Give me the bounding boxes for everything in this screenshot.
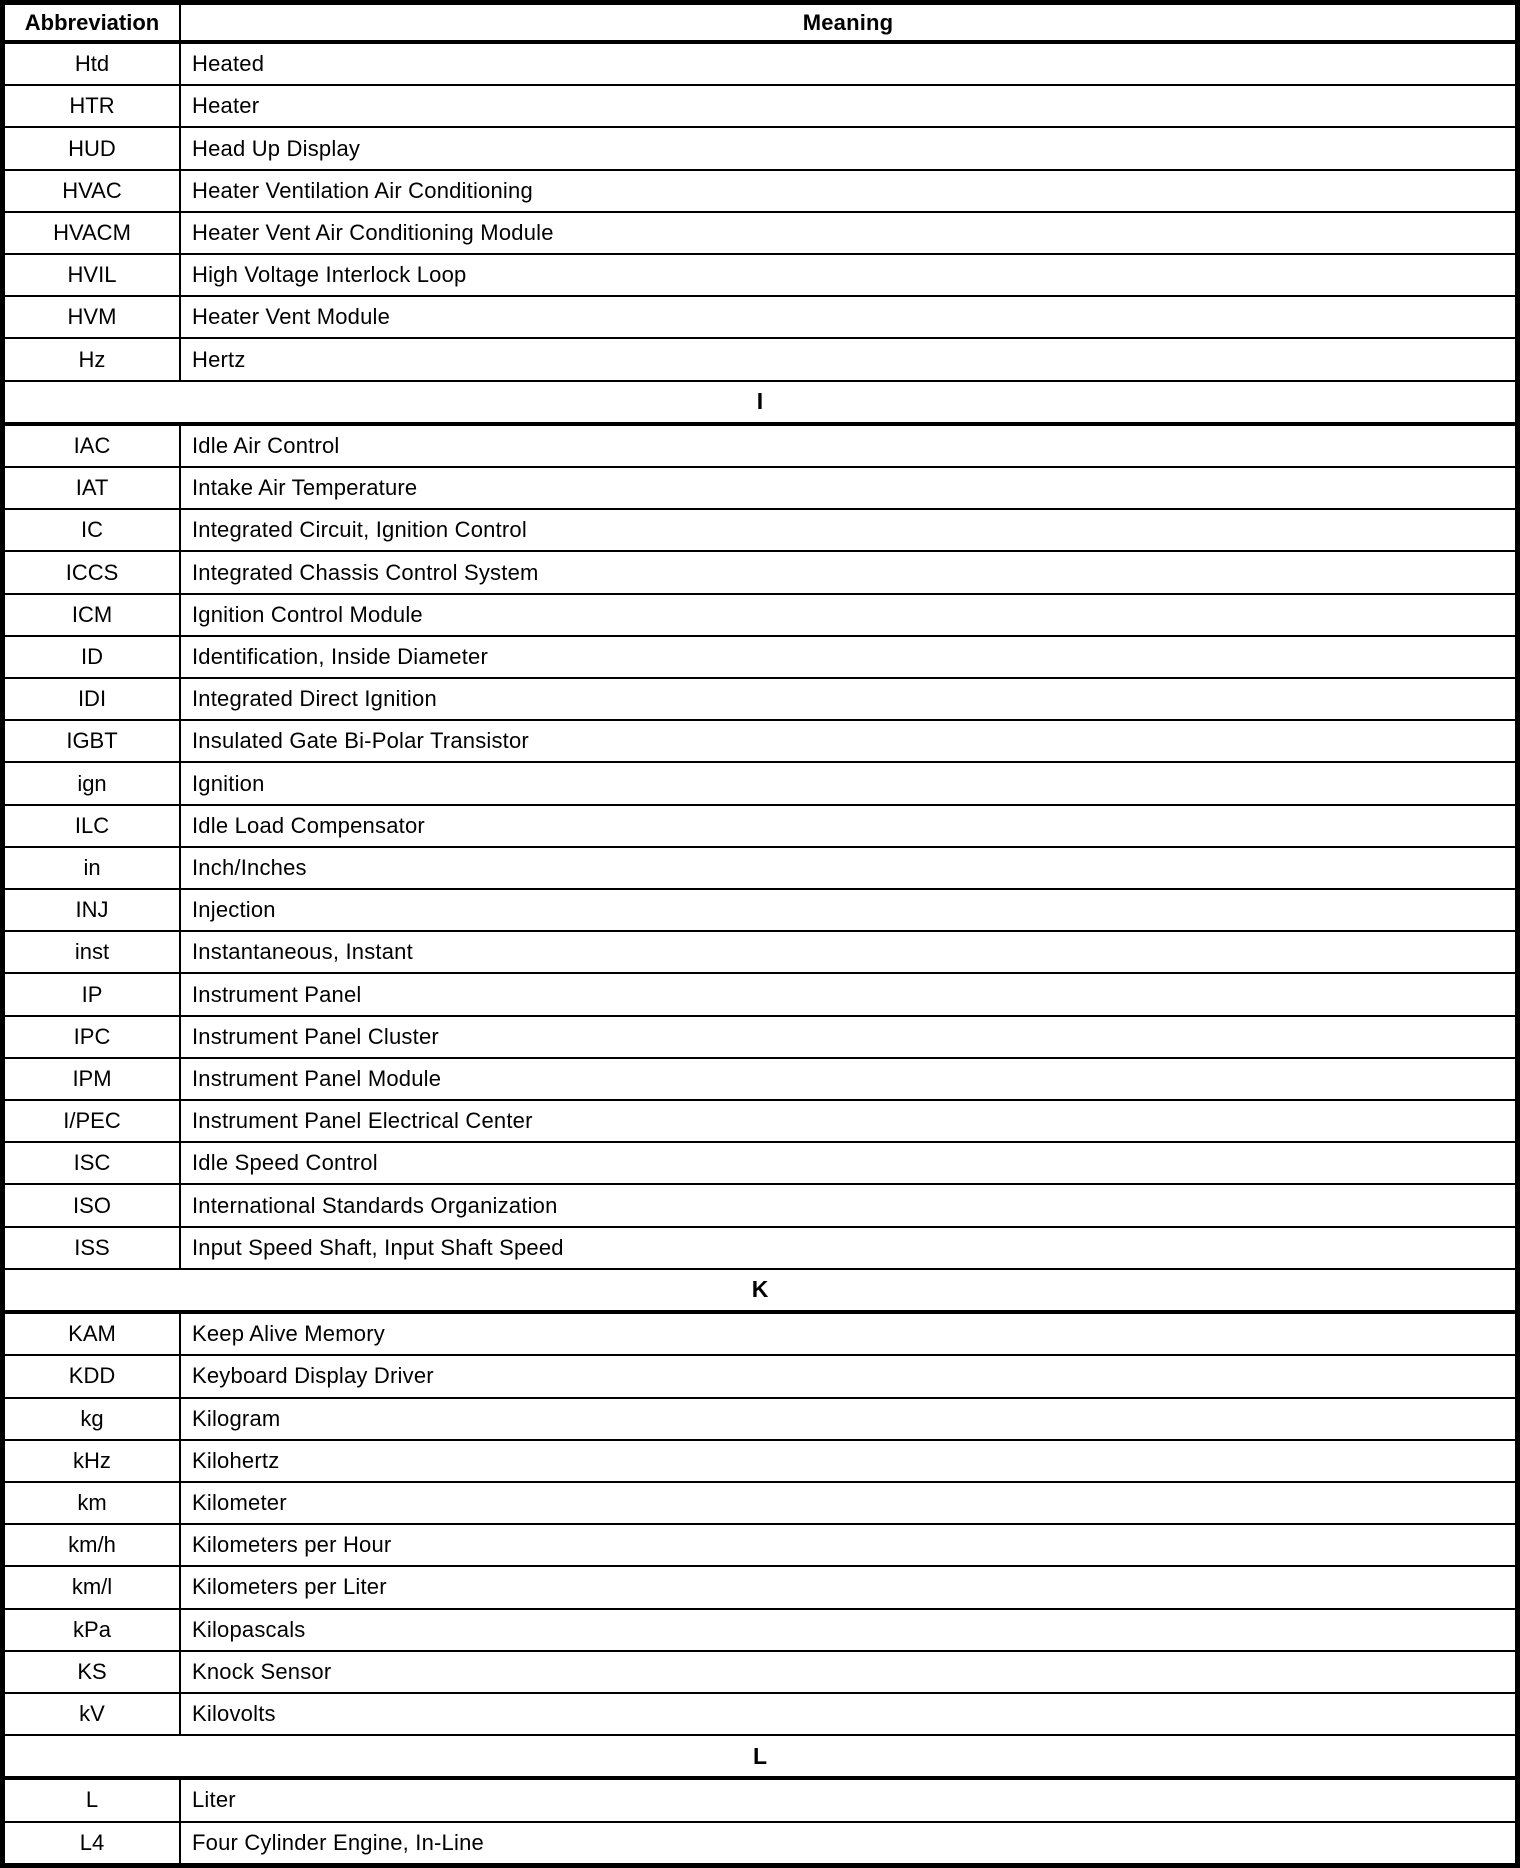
meaning-cell: Intake Air Temperature [192, 475, 418, 501]
abbreviation-cell: IP [5, 974, 181, 1014]
section-header-row [5, 1270, 1515, 1314]
section-header-row [5, 382, 1515, 426]
abbreviation-cell: ISO [5, 1185, 181, 1225]
table-row [5, 1823, 1515, 1863]
meaning-cell: Input Speed Shaft, Input Shaft Speed [192, 1234, 564, 1260]
abbreviation-cell: HVM [5, 297, 181, 337]
table-row [5, 848, 1515, 890]
section-letter: I [756, 388, 764, 415]
meaning-cell: Heater Ventilation Air Conditioning [192, 177, 533, 203]
abbreviation-cell: Hz [5, 339, 181, 379]
table-row [5, 510, 1515, 552]
table-row [5, 595, 1515, 637]
abbreviation-cell: ISS [5, 1228, 181, 1268]
meaning-cell: Idle Air Control [192, 432, 340, 458]
table-row [5, 1399, 1515, 1441]
table-row [5, 1441, 1515, 1483]
meaning-cell: Kilohertz [192, 1447, 280, 1473]
table-row [5, 637, 1515, 679]
meaning-cell: Heated [192, 51, 265, 77]
column-header-meaning: Meaning [802, 9, 894, 35]
meaning-cell: Keyboard Display Driver [192, 1363, 434, 1389]
meaning-cell: Kilometers per Liter [192, 1574, 387, 1600]
meaning-cell: Instrument Panel Electrical Center [192, 1108, 533, 1134]
abbreviation-cell: KS [5, 1652, 181, 1692]
meaning-cell: Inch/Inches [192, 854, 307, 880]
meaning-cell: Instrument Panel Cluster [192, 1023, 439, 1049]
table-row [5, 1525, 1515, 1567]
meaning-cell: Instrument Panel Module [192, 1065, 442, 1091]
table-row [5, 1101, 1515, 1143]
abbreviation-cell: kV [5, 1694, 181, 1734]
table-row [5, 1017, 1515, 1059]
abbreviation-cell: L4 [5, 1823, 181, 1863]
abbreviation-cell: Htd [5, 44, 181, 84]
table-row [5, 1780, 1515, 1822]
meaning-cell: Injection [192, 897, 276, 923]
table-row [5, 932, 1515, 974]
abbreviation-cell: kg [5, 1399, 181, 1439]
abbreviation-cell: IAT [5, 468, 181, 508]
abbreviation-cell: I/PEC [5, 1101, 181, 1141]
meaning-cell: Kilopascals [192, 1616, 306, 1642]
abbreviation-cell: IPC [5, 1017, 181, 1057]
abbreviation-cell: km [5, 1483, 181, 1523]
meaning-cell: International Standards Organization [192, 1192, 558, 1218]
table-row [5, 890, 1515, 932]
meaning-cell: Ignition [192, 770, 265, 796]
meaning-cell: Knock Sensor [192, 1658, 332, 1684]
meaning-cell: Hertz [192, 346, 246, 372]
meaning-cell: Kilovolts [192, 1701, 276, 1727]
table-row [5, 1483, 1515, 1525]
table-row [5, 44, 1515, 86]
section-header-row [5, 1736, 1515, 1780]
column-header-abbreviation: Abbreviation [5, 5, 181, 40]
meaning-cell: Heater Vent Module [192, 304, 391, 330]
table-row [5, 339, 1515, 381]
abbreviation-cell: KAM [5, 1314, 181, 1354]
table-row [5, 128, 1515, 170]
meaning-cell: Instrument Panel [192, 981, 362, 1007]
table-row [5, 213, 1515, 255]
abbreviation-cell: inst [5, 932, 181, 972]
meaning-cell: Idle Load Compensator [192, 812, 425, 838]
table-row [5, 86, 1515, 128]
meaning-cell: Insulated Gate Bi-Polar Transistor [192, 728, 529, 754]
table-row [5, 1228, 1515, 1270]
abbreviation-cell: ISC [5, 1143, 181, 1183]
section-letter: L [752, 1742, 768, 1769]
abbreviation-cell: HVAC [5, 171, 181, 211]
table-row [5, 297, 1515, 339]
meaning-cell: Identification, Inside Diameter [192, 643, 489, 669]
meaning-cell: Idle Speed Control [192, 1150, 378, 1176]
table-row [5, 426, 1515, 468]
meaning-cell: Ignition Control Module [192, 601, 423, 627]
abbreviation-cell: IPM [5, 1059, 181, 1099]
abbreviation-cell: IC [5, 510, 181, 550]
table-row [5, 763, 1515, 805]
meaning-cell: Kilometers per Hour [192, 1532, 392, 1558]
abbreviation-cell: HTR [5, 86, 181, 126]
table-row [5, 255, 1515, 297]
meaning-cell: Liter [192, 1787, 236, 1813]
table-row [5, 721, 1515, 763]
abbreviation-cell: HVIL [5, 255, 181, 295]
meaning-cell: Heater Vent Air Conditioning Module [192, 219, 554, 245]
meaning-cell: Instantaneous, Instant [192, 939, 413, 965]
table-row [5, 552, 1515, 594]
table-row [5, 1567, 1515, 1609]
meaning-cell: Four Cylinder Engine, In-Line [192, 1829, 484, 1855]
abbreviation-cell: km/h [5, 1525, 181, 1565]
table-row [5, 974, 1515, 1016]
meaning-cell: Keep Alive Memory [192, 1321, 385, 1347]
abbreviation-cell: IAC [5, 426, 181, 466]
abbreviation-cell: ICM [5, 595, 181, 635]
abbreviation-cell: ICCS [5, 552, 181, 592]
table-row [5, 1610, 1515, 1652]
table-row [5, 1652, 1515, 1694]
abbreviation-cell: km/l [5, 1567, 181, 1607]
meaning-cell: Heater [192, 93, 260, 119]
meaning-cell: Kilometer [192, 1490, 287, 1515]
table-row [5, 806, 1515, 848]
abbreviation-cell: ign [5, 763, 181, 803]
table-header-row [5, 5, 1515, 44]
abbreviation-cell: kPa [5, 1610, 181, 1650]
abbreviation-cell: HVACM [5, 213, 181, 253]
abbreviation-cell: kHz [5, 1441, 181, 1481]
table-row [5, 1185, 1515, 1227]
abbreviation-cell: L [5, 1780, 181, 1820]
table-row [5, 468, 1515, 510]
abbreviation-cell: HUD [5, 128, 181, 168]
table-row [5, 171, 1515, 213]
abbreviation-cell: IGBT [5, 721, 181, 761]
abbreviation-cell: ILC [5, 806, 181, 846]
meaning-cell: Integrated Chassis Control System [192, 559, 539, 585]
section-letter: K [751, 1276, 769, 1303]
table-row [5, 1314, 1515, 1356]
table-row [5, 1059, 1515, 1101]
meaning-cell: Integrated Direct Ignition [192, 686, 437, 712]
meaning-cell: Head Up Display [192, 135, 361, 161]
abbreviation-cell: KDD [5, 1356, 181, 1396]
abbreviation-cell: INJ [5, 890, 181, 930]
table-row [5, 679, 1515, 721]
meaning-cell: High Voltage Interlock Loop [192, 262, 467, 288]
meaning-cell: Kilogram [192, 1405, 281, 1431]
table-row [5, 1356, 1515, 1398]
table-row [5, 1694, 1515, 1736]
abbreviation-cell: in [5, 848, 181, 888]
abbreviation-cell: IDI [5, 679, 181, 719]
table-row [5, 1143, 1515, 1185]
meaning-cell: Integrated Circuit, Ignition Control [192, 517, 527, 543]
abbreviation-cell: ID [5, 637, 181, 677]
